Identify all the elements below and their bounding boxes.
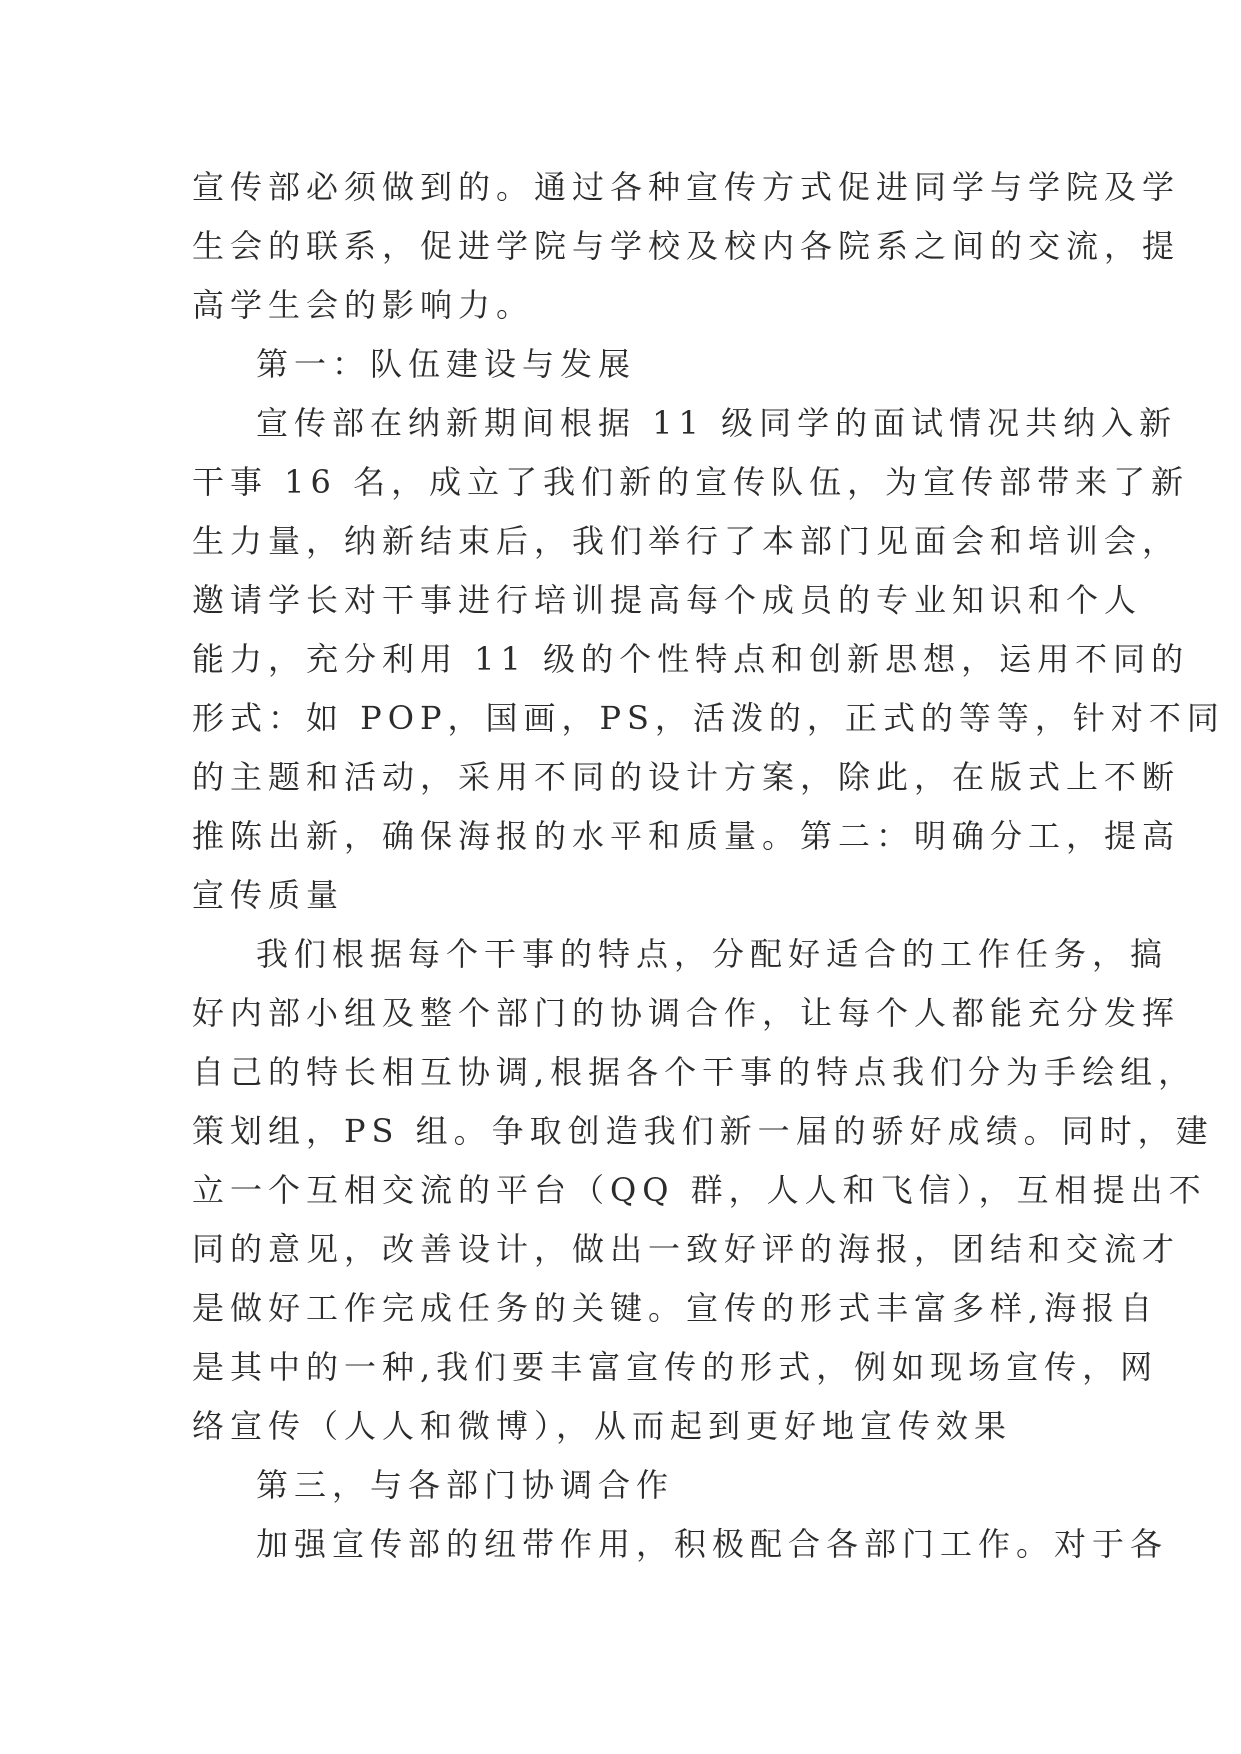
text-line: 第三，与各部门协调合作	[256, 1466, 675, 1504]
text-line: 宣传部在纳新期间根据 11 级同学的面试情况共纳入新	[256, 404, 1178, 442]
text-line: 同的意见，改善设计，做出一致好评的海报，团结和交流才	[192, 1230, 1181, 1268]
text-line: 第一：队伍建设与发展	[256, 345, 637, 383]
text-line: 宣传质量	[192, 876, 345, 914]
text-line: 是做好工作完成任务的关键。宣传的形式丰富多样,海报自	[192, 1289, 1159, 1327]
text-line: 宣传部必须做到的。通过各种宣传方式促进同学与学院及学	[192, 168, 1181, 206]
text-line: 高学生会的影响力。	[192, 286, 535, 324]
text-line: 自己的特长相互协调,根据各个干事的特点我们分为手绘组，	[192, 1053, 1197, 1091]
text-line: 邀请学长对干事进行培训提高每个成员的专业知识和个人	[192, 581, 1143, 619]
text-line: 络宣传（人人和微博），从而起到更好地宣传效果	[192, 1407, 1013, 1445]
text-line: 的主题和活动，采用不同的设计方案，除此，在版式上不断	[192, 758, 1181, 796]
text-line: 我们根据每个干事的特点，分配好适合的工作任务，搞	[256, 935, 1169, 973]
text-line: 形式：如 POP，国画，PS，活泼的，正式的等等，针对不同	[192, 699, 1225, 737]
document-body	[192, 158, 1225, 1574]
text-line: 推陈出新，确保海报的水平和质量。第二：明确分工，提高	[192, 817, 1181, 855]
text-line: 生力量，纳新结束后，我们举行了本部门见面会和培训会，	[192, 522, 1181, 560]
text-line: 能力，充分利用 11 级的个性特点和创新思想，运用不同的	[192, 640, 1190, 678]
text-line: 立一个互相交流的平台（QQ 群，人人和飞信），互相提出不	[192, 1171, 1207, 1209]
text-line: 加强宣传部的纽带作用，积极配合各部门工作。对于各	[256, 1525, 1169, 1563]
text-line: 策划组，PS 组。争取创造我们新一届的骄好成绩。同时，建	[192, 1112, 1214, 1150]
text-line: 是其中的一种,我们要丰富宣传的形式，例如现场宣传，网	[192, 1348, 1159, 1386]
text-line: 干事 16 名，成立了我们新的宣传队伍，为宣传部带来了新	[192, 463, 1190, 501]
text-line: 生会的联系，促进学院与学校及校内各院系之间的交流，提	[192, 227, 1181, 265]
text-line: 好内部小组及整个部门的协调合作，让每个人都能充分发挥	[192, 994, 1181, 1032]
